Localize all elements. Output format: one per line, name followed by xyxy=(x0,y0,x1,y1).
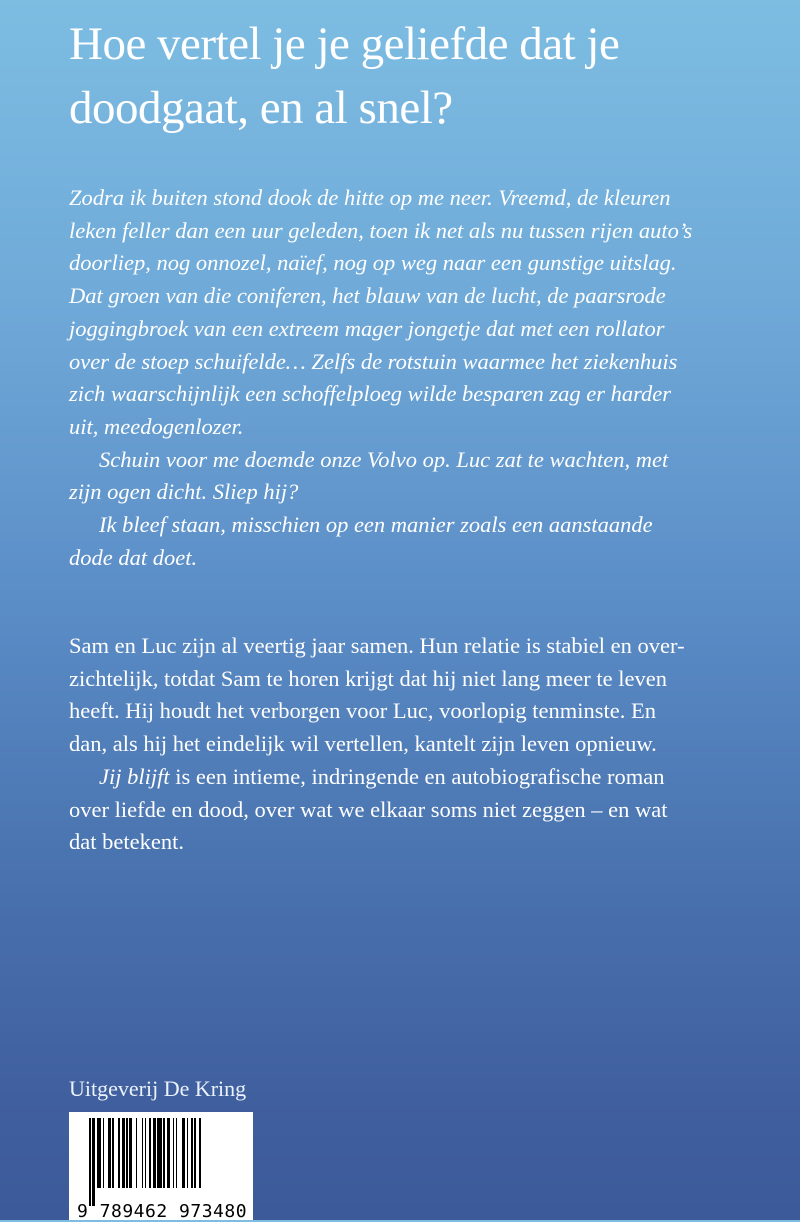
blurb-line: heeft. Hij houdt het verborgen voor Luc, voorlopig tenminste. En xyxy=(69,698,656,724)
barcode-bar xyxy=(176,1118,178,1188)
barcode-bar xyxy=(118,1118,120,1188)
excerpt-line: leken feller dan een uur geleden, toen ik net als nu tussen rijen auto’s xyxy=(69,217,693,243)
barcode-bar xyxy=(145,1118,147,1188)
barcode-bar xyxy=(97,1118,102,1188)
barcode-bar xyxy=(126,1118,128,1188)
excerpt-line: zich waarschijnlijk een schoffelploeg wilde besparen zag er harder xyxy=(69,381,671,407)
barcode-bar xyxy=(92,1118,95,1206)
barcode-bar xyxy=(122,1118,125,1188)
headline xyxy=(69,12,769,140)
blurb-line: zichtelijk, totdat Sam te horen krijgt dat hij niet lang meer te leven xyxy=(69,665,667,691)
blurb-line xyxy=(69,761,685,794)
blurb-line: over liefde en dood, over wat we elkaar soms niet zeggen – en wat xyxy=(69,796,668,822)
blurb-line: dat betekent. xyxy=(69,829,184,855)
barcode-bar xyxy=(194,1118,196,1188)
barcode-bar xyxy=(153,1118,156,1188)
excerpt-line: zijn ogen dicht. Sliep hij? xyxy=(69,479,299,505)
blurb xyxy=(69,630,685,859)
barcode-bar xyxy=(112,1118,114,1188)
barcode-bar xyxy=(182,1118,185,1188)
excerpt-line: Schuin voor me doemde onze Volvo op. Luc zat te wachten, met xyxy=(99,446,669,472)
barcode-bar xyxy=(108,1118,111,1188)
barcode-bar xyxy=(149,1118,151,1188)
isbn-number: 9 789462 973480 xyxy=(77,1201,248,1222)
barcode-bar xyxy=(157,1118,162,1188)
excerpt-line: Dat groen van die coniferen, het blauw van de lucht, de paarsrode xyxy=(69,283,666,309)
barcode-bar xyxy=(167,1118,170,1188)
excerpt-line: doorliep, nog onnozel, naïef, nog op weg naar een gunstige uitslag. xyxy=(69,250,677,276)
headline-line: doodgaat, en al snel? xyxy=(69,82,453,134)
barcode-bar xyxy=(199,1118,201,1188)
barcode xyxy=(69,1112,253,1220)
excerpt-line: joggingbroek van een extreem mager jongetje dat met een rollator xyxy=(69,315,665,341)
barcode-bar xyxy=(129,1118,132,1188)
barcode-bar xyxy=(89,1118,91,1206)
publisher-name: Uitgeverij De Kring xyxy=(69,1076,247,1101)
excerpt-line: Ik bleef staan, misschien op een manier zoals een aanstaande xyxy=(99,512,653,538)
barcode-bar xyxy=(173,1118,175,1188)
excerpt-line: dode dat doet. xyxy=(69,544,198,570)
barcode-bar xyxy=(136,1118,138,1188)
excerpt-line: Zodra ik buiten stond dook de hitte op me neer. Vreemd, de kleuren xyxy=(69,185,671,210)
barcode-bar xyxy=(142,1118,144,1188)
blurb-text: is een intieme, indringende en autobiografische roman xyxy=(169,763,665,789)
blurb-line: Sam en Luc zijn al veertig jaar samen. Hun relatie is stabiel en over- xyxy=(69,633,685,658)
excerpt xyxy=(69,182,692,574)
book-title: Jij blijft xyxy=(99,763,170,789)
barcode-bar xyxy=(103,1118,105,1188)
barcode-bars xyxy=(89,1118,245,1206)
excerpt-line: uit, meedogenlozer. xyxy=(69,413,244,439)
blurb-line: dan, als hij het eindelijk wil vertellen, kantelt zijn leven opnieuw. xyxy=(69,731,657,757)
barcode-bar xyxy=(191,1118,193,1188)
headline-line: Hoe vertel je je geliefde dat je xyxy=(69,18,620,70)
barcode-bar xyxy=(187,1118,189,1188)
barcode-bar xyxy=(163,1118,165,1188)
excerpt-line: over de stoep schuifelde… Zelfs de rotstuin waarmee het ziekenhuis xyxy=(69,348,678,374)
